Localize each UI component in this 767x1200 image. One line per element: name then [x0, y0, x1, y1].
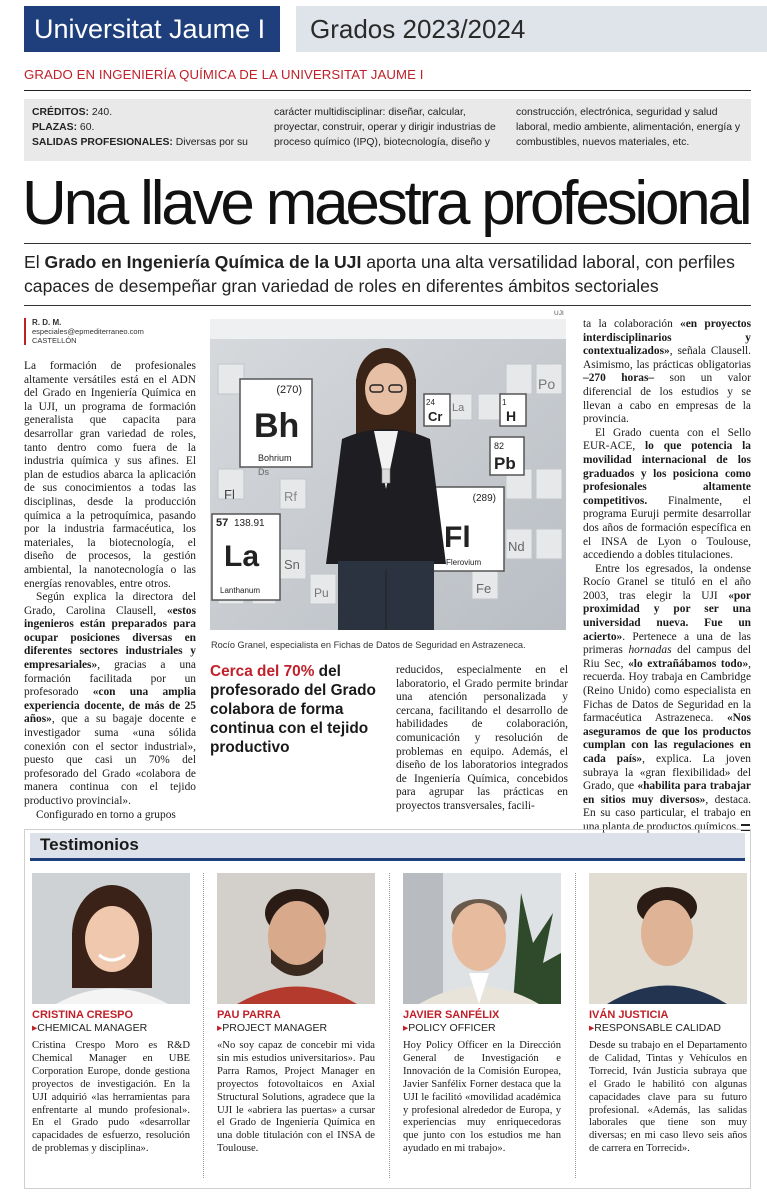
tile-symbol: La [452, 402, 465, 414]
testimonial-role: ▸ PROJECT MANAGER [217, 1022, 375, 1034]
testimonial-name: PAU PARRA [217, 1009, 281, 1021]
section-banner [24, 2, 767, 54]
standfirst-pre: El [24, 252, 45, 272]
divider [24, 243, 751, 244]
quote-bold: –270 horas– [583, 372, 655, 385]
author-name: R. D. M. [32, 318, 62, 327]
tile-symbol: Fl [224, 487, 235, 502]
tile-symbol: Sn [284, 557, 300, 572]
text-run: ta la colaboración [583, 318, 681, 330]
avatar [403, 873, 561, 1004]
tile-symbol: Pu [314, 586, 329, 600]
avatar [589, 873, 747, 1004]
headline: Una llave maestra profesional [22, 169, 750, 238]
salidas-label: SALIDAS PROFESIONALES: [32, 137, 173, 148]
testimonios-title: Testimonios [40, 835, 139, 854]
paragraph: Configurado en torno a grupos [36, 808, 176, 821]
photo-caption: Rocío Granel, especialista en Fichas de Datos de Seguridad en Astrazeneca. [211, 640, 526, 650]
portrait-pau [217, 873, 375, 1004]
testimonial-role: ▸ CHEMICAL MANAGER [32, 1022, 190, 1034]
avatar [32, 873, 190, 1004]
testimonial-text: Hoy Policy Officer en la Dirección General de Investigación e Innovación de la Comisión Europea, Javier Sanfélix Forner destaca que la UJI le facilitó «movilidad académica y profesional alrededor de Europa, y experiencias muy enriquecedoras que junto con los estudios me han ayudado en mi trabajo». [403, 1040, 561, 1155]
tile-symbol: Rf [284, 489, 297, 504]
portrait-cristina [32, 873, 190, 1004]
pull-quote-highlight: Cerca del 70% [210, 663, 315, 680]
text-run: son un valor diferencial de los estudios y se llevan a cabo en empresas de la provincia. [583, 372, 751, 426]
portrait-ivan [589, 873, 747, 1004]
testimonial-text: «No soy capaz de concebir mi vida sin mis estudios universitarios». Pau Parra Ramos, Project Manager en proyectos fotovoltaicos en Axial Structural Solutions, agradece que la UJI le «abriera las puertas» a cursar el Grado de Ingeniería Química en una doble titulación con el INSA de Toulouse. [217, 1040, 375, 1155]
paragraph [24, 591, 196, 809]
tile-number: 57 [216, 517, 229, 529]
tile-number: 1 [502, 398, 507, 407]
quote-bold: «habilita para trabajar en sitios muy diversos» [583, 780, 751, 806]
testimonial-card [217, 873, 375, 1156]
column-separator [389, 873, 390, 1178]
feature-photo [210, 319, 566, 630]
testimonial-role: ▸ RESPONSABLE CALIDAD [589, 1022, 747, 1034]
text-run: , que a su bagaje docente e investigador suma «una sólida conexión con el sector industrial», puesto que casi un 70% del profesorado del Grado «colabora de manera continua con el tejido productivo provincial». [24, 713, 196, 807]
testimonial-card [32, 873, 190, 1156]
quote-bold: «Nos aseguramos de que los productos cumplan con las regulaciones en cada país» [583, 712, 751, 765]
creditos-label: CRÉDITOS: [32, 107, 89, 118]
testimonial-name: CRISTINA CRESPO [32, 1009, 134, 1021]
quote-bold: «por proximidad y por ser una universidad nueva. Fue un acierto» [583, 589, 751, 643]
quote-bold: «en proyectos interdisciplinarios y contextualizados» [583, 318, 751, 358]
tile-symbol: Nd [508, 539, 525, 554]
salidas-text-3: construcción, electrónica, seguridad y salud laboral, medio ambiente, alimentación, energía y combustibles, nuevos materiales, etc. [516, 107, 741, 148]
text-run: , recuerda. Hoy trabaja en Cambridge (Reino Unido) como especialista en Fichas de Datos de Seguridad en la farmacéutica Astrazeneca. [583, 657, 751, 725]
text-run: Según explica la directora del Grado, Carolina Clausell, [24, 591, 196, 617]
facts-box [24, 99, 751, 161]
edition-title: Grados 2023/2024 [296, 6, 767, 52]
text-run: El Grado cuenta con el Sello EUR-ACE, [583, 426, 751, 453]
facts-column-1 [32, 105, 270, 150]
pull-quote-text: del profesorado del Grado colabora de forma continua con el tejido productivo [210, 663, 376, 756]
testimonial-name: JAVIER SANFÉLIX [403, 1009, 500, 1021]
standfirst-bold: Grado en Ingeniería Química de la UJI [44, 252, 362, 272]
quote-bold: «estos ingenieros están preparados para ocupar posiciones diversas en diferentes sectores industriales y empresariales» [24, 604, 196, 672]
photo-credit: UJI [554, 310, 564, 317]
tile-symbol: Ds [258, 467, 269, 477]
paragraph [583, 427, 751, 563]
tile-symbol: H [506, 408, 517, 424]
portrait-javier [403, 873, 561, 1004]
quote-bold: lo que potencia la movilidad internacional de los graduados y los posiciona como profesionales altamente competitivos. [583, 440, 751, 507]
text-run: Finalmente, el programa Euruji permite desarrollar dos años de formación específica en el INSA de Lyon o Toulouse, accediendo a dobles titulaciones. [583, 494, 751, 562]
tile-symbol: Po [538, 376, 556, 392]
tile-number: (289) [472, 493, 496, 504]
text-run: Entre los egresados, la ondense Rocío Granel se tituló en el año 2003, tras elegir la UJI [583, 562, 751, 602]
paragraph: La formación de profesionales altamente versátiles está en el ADN del Grado en Ingeniería Química en la UJI, un programa de formación generalista que capacita para desarrollar gran variedad de roles, tanto dentro como fuera de la industria química y sus afines. El plan de estudios abarca la aplicación de sus conocimientos a todas las disciplinas, desde la producción química a la petroquímica, pasando por la industria farmacéutica, los materiales, la biotecnología, el diseño de procesos, la gestión ambiental, la nanotecnología o las energías renovables, entre otros. [24, 360, 196, 590]
tile-number: (270) [276, 384, 302, 396]
testimonial-text: Desde su trabajo en el Departamento de Calidad, Tintas y Vehículos en Torrecid, Iván Justicia subraya que el Grado le habilitó con algunas capacidades clave para su futuro profesional. «Además, las salidas laborales que tiene son muy diversas; en mi caso llevo seis años de carrera en Torrecid». [589, 1040, 747, 1155]
paragraph [583, 318, 751, 427]
author-email[interactable]: especiales@epmediterraneo.com [32, 327, 144, 336]
text-run: , señala Clausell. Asimismo, las prácticas obligatorias [583, 345, 751, 371]
tile-name: Flerovium [446, 558, 482, 567]
quote-bold: «lo extrañábamos todo» [628, 657, 749, 670]
paragraph: reducidos, especialmente en el laboratorio, el Grado permite brindar una atención personalizada y cercana, facilitando el desarrollo de habilidades de colaboración, comunicación y resolución de problemas en equipo. Además, el diseño de los laboratorios integrados de Ingeniería Química, concebidos para agrupar las prácticas en proyectos transversales, facili- [396, 664, 568, 812]
plazas-label: PLAZAS: [32, 122, 78, 133]
standfirst [24, 250, 751, 298]
tile-name: Bohrium [258, 453, 292, 463]
article-column-2 [396, 664, 568, 814]
tile-mass: 138.91 [234, 518, 265, 529]
text-run: del campus del Riu Sec, [583, 644, 751, 670]
testimonial-role: ▸ POLICY OFFICER [403, 1022, 561, 1034]
tile-symbol: La [224, 540, 260, 573]
tile-name: Lanthanum [220, 586, 261, 595]
column-separator [203, 873, 204, 1178]
article-kicker: GRADO EN INGENIERÍA QUÍMICA DE LA UNIVERSITAT JAUME I [24, 67, 424, 82]
tile-symbol: Fl [444, 521, 471, 554]
creditos-value: 240. [91, 107, 113, 118]
salidas-text-2: carácter multidisciplinar: diseñar, calcular, proyectar, construir, operar y dirigir industrias de proceso químico (IPQ), biotecnología, diseño y [274, 107, 496, 148]
salidas-text-1: Diversas por su [175, 137, 248, 148]
text-run: , gracias a una formación facilitada por un profesorado [24, 659, 196, 699]
article-column-3 [583, 318, 751, 835]
column-separator [575, 873, 576, 1178]
periodic-table-photo [210, 319, 566, 630]
testimonial-name: IVÁN JUSTICIA [589, 1009, 669, 1021]
quote-bold: «con una amplia experiencia docente, de más de 25 años» [24, 686, 196, 726]
divider [24, 305, 751, 306]
article-column-1 [24, 360, 196, 822]
standfirst-post: aporta una alta versatilidad laboral, con perfiles capaces de desempeñar gran variedad de roles en diferentes ámbitos sectoriales [24, 252, 735, 296]
tile-symbol: Cr [428, 409, 443, 424]
text-run: . Pertenece a una de las primeras [583, 630, 751, 657]
paragraph [583, 563, 751, 835]
divider [24, 90, 751, 91]
byline [24, 318, 144, 345]
author-city: CASTELLÓN [32, 336, 77, 345]
tile-symbol: Bh [254, 407, 300, 445]
tile-symbol: Pb [494, 454, 516, 473]
university-title: Universitat Jaume I [24, 6, 280, 52]
italic-run: hornadas [628, 644, 672, 657]
plazas-value: 60. [79, 122, 95, 133]
testimonial-card [589, 873, 747, 1156]
tile-number: 82 [494, 441, 505, 451]
testimonial-text: Cristina Crespo Moro es R&D Chemical Manager en UBE Corporation Europe, donde gestiona proyectos de investigación. En la UJI adquirió «las herramientas para enfrentarte al mundo profesional». En el Grado pudo «desarrollar capacidades de esfuerzo, resolución de problemas y disciplina». [32, 1040, 190, 1155]
tile-symbol: Fe [476, 581, 492, 596]
testimonial-card [403, 873, 561, 1156]
tile-number: 24 [426, 398, 435, 407]
text-run: , explica. La joven subraya la «gran flexibilidad» del Grado, que [583, 753, 751, 793]
pull-quote [210, 662, 388, 757]
text-run: , destaca. En su caso particular, el trabajo en una planta de productos químicos. [583, 793, 751, 833]
avatar [217, 873, 375, 1004]
